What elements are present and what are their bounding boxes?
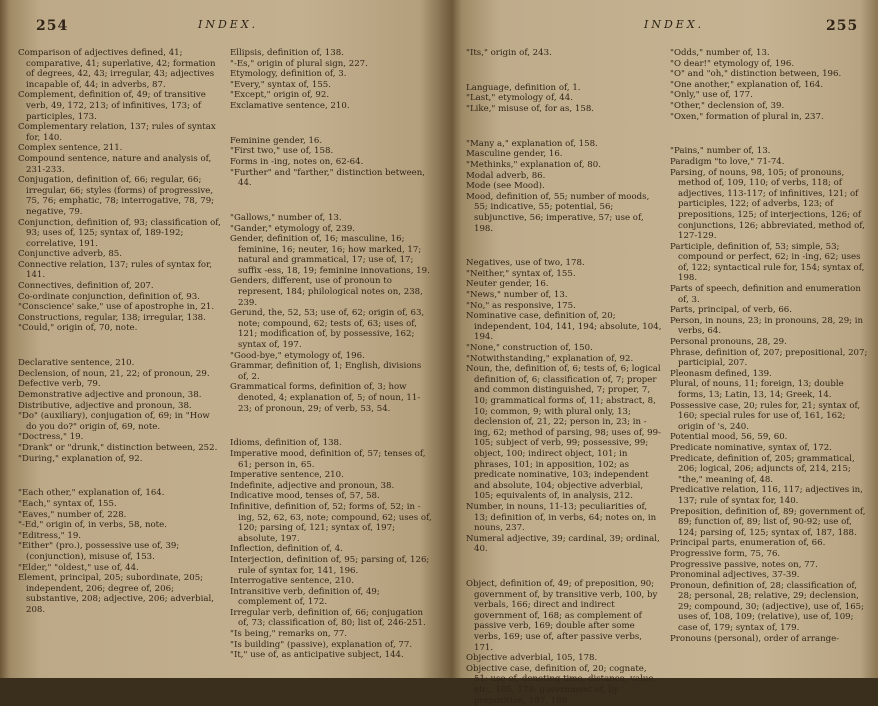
index-entry: Idioms, definition of, 138. (230, 438, 342, 449)
index-entry: "Last," etymology of, 44. (466, 93, 573, 104)
index-entry: Forms in -ing, notes on, 62-64. (230, 156, 364, 167)
index-entry: Gender, definition of, 16; masculine, 16; feminine, 16; neuter, 16; how marked, 17; natural and grammatical, 17; use of, 17; suffix -ess, 18, 19; feminine innovations, 19. (230, 234, 430, 276)
index-entry: Preposition, definition of, 89; government of, 89; function of, 89; list of, 90-92; use of, 124; parsing of, 125; syntax of, 187, 188. (670, 506, 866, 538)
section-gap (18, 473, 222, 480)
index-entry: "Other," declension of, 39. (670, 100, 785, 111)
index-entry: "None," construction of, 150. (466, 343, 593, 354)
index-entry: Object, definition of, 49; of preposition, 90; government of, by transitive verb, 100, by verbals, 166; direct and indirect government of, 168; as complement of passive verb, 169; double after some verbs, 169; use of, after passive verbs, 171. (466, 579, 658, 653)
index-entry: Modal adverb, 86. (466, 170, 546, 181)
index-entry: Person, in nouns, 23; in pronouns, 28, 29; in verbs, 64. (670, 315, 864, 337)
index-entry: "Odds," number of, 13. (670, 48, 770, 58)
index-entry: Demonstrative adjective and pronoun, 38. (18, 390, 202, 400)
section-gap (466, 67, 662, 74)
section-gap (230, 423, 434, 430)
section-gap (230, 197, 434, 204)
index-entry: Feminine gender, 16. (230, 135, 323, 146)
index-entry: "One another," explanation of, 164. (670, 79, 824, 90)
index-entry: "First two," use of, 158. (230, 146, 334, 157)
index-entry: Etymology, definition of, 3. (230, 69, 347, 80)
page-title: INDEX. (644, 18, 705, 31)
index-entry: Comparison of adjectives defined, 41; comparative, 41; superlative, 42; formation of degrees, 42, 43; irregular, 43; adjectives incapable of, 44; in adverbs, 87. (18, 48, 216, 90)
index-entry: Co-ordinate conjunction, definition of, 93. (18, 291, 200, 302)
index-entry: Pronominal adjectives, 37-39. (670, 570, 800, 581)
index-entry: Element, principal, 205; subordinate, 205; independent, 206; degree of, 206; substantive, 208; adjective, 206; adverbial, 208. (18, 573, 214, 615)
index-entry: Progressive passive, notes on, 77. (670, 559, 818, 570)
index-entry: "Could," origin of, 70, note. (18, 323, 138, 334)
index-entry: Conjunction, definition of, 93; classification of, 93; uses of, 125; syntax of, 189-192; correlative, 191. (18, 217, 221, 249)
index-entry: Neuter gender, 16. (466, 279, 549, 290)
index-entry: "Each," syntax of, 155. (18, 498, 117, 509)
index-entry: Intransitive verb, definition of, 49; complement of, 172. (230, 586, 380, 608)
index-entry: Conjugation, definition of, 66; regular, 66; irregular, 66; styles (forms) of progressive, 75, 76; emphatic, 78; interrogative, 78, 79; negative, 79. (18, 175, 215, 217)
section-gap (18, 343, 222, 350)
index-entry: "Except," origin of, 92. (230, 90, 330, 101)
index-entry: Mode (see Mood). (466, 181, 545, 192)
index-entry: "Like," misuse of, for as, 158. (466, 103, 595, 114)
index-entry: Ellipsis, definition of, 138. (230, 48, 344, 58)
index-entry: "-Es," origin of plural sign, 227. (230, 58, 368, 69)
section-gap (230, 120, 434, 127)
right-page (466, 18, 870, 706)
index-entry: Defective verb, 79. (18, 379, 101, 390)
index-entry: Complementary relation, 137; rules of syntax for, 140. (18, 122, 216, 143)
index-entry: "Further" and "farther," distinction between, 44. (230, 167, 426, 189)
index-entry: Interjection, definition of, 95; parsing of, 126; rule of syntax for, 141, 196. (230, 554, 430, 576)
index-entry: Masculine gender, 16. (466, 149, 563, 160)
index-entry: Objective adverbial, 105, 178. (466, 653, 598, 664)
index-entry: "Is building" (passive), explanation of, 77. (230, 639, 413, 650)
index-entry: Pronouns (personal), order of arrange- (670, 633, 840, 644)
index-entry: Declarative sentence, 210. (18, 358, 135, 369)
index-entry: "-Ed," origin of, in verbs, 58, note. (18, 520, 167, 531)
index-entry: Irregular verb, definition of, 66; conjugation of, 73; classification of, 80; list of, 246-251. (230, 607, 426, 629)
index-column-2 (670, 48, 868, 644)
index-entry: "Neither," syntax of, 155. (466, 268, 576, 279)
index-entry: Genders, different, use of pronoun to represent, 184; philological notes on, 238, 239. (230, 276, 423, 308)
page-header (18, 18, 438, 40)
index-entry: Paradigm "to love," 71-74. (670, 156, 785, 167)
index-entry: "Elder," "oldest," use of, 44. (18, 562, 139, 573)
index-entry: Negatives, use of two, 178. (466, 258, 585, 269)
index-column-1 (466, 48, 662, 706)
page-number: 254 (36, 18, 69, 34)
index-entry: Predicate nominative, syntax of, 172. (670, 442, 832, 453)
index-entry: Compound sentence, nature and analysis of, 231-233. (18, 153, 212, 175)
index-entry: Imperative mood, definition of, 57; tenses of, 61; person in, 65. (230, 448, 426, 470)
index-entry: "Do" (auxiliary), conjugation of, 69; in "How do you do?" origin of, 69, note. (18, 411, 210, 432)
index-entry: Declension, of noun, 21, 22; of pronoun, 29. (18, 368, 210, 379)
section-gap (466, 243, 662, 250)
index-entry: Plural, of nouns, 11; foreign, 13; double forms, 13; Latin, 13, 14; Greek, 14. (670, 379, 844, 400)
index-entry: Mood, definition of, 55; number of moods, 55; indicative, 55; potential, 56; subjunctive, 56; imperative, 57; use of, 198. (466, 191, 650, 234)
index-entry: Language, definition of, 1. (466, 82, 581, 93)
index-entry: "Only," use of, 177. (670, 90, 753, 101)
index-entry: Progressive form, 75, 76. (670, 548, 781, 559)
section-gap (466, 564, 662, 571)
index-column-1 (18, 48, 222, 615)
index-entry: Connectives, definition of, 207. (18, 281, 154, 292)
index-entry: "Every," syntax of, 155. (230, 79, 332, 90)
index-entry: "Drank" or "drunk," distinction between, 252. (18, 442, 218, 453)
index-entry: Inflection, definition of, 4. (230, 544, 343, 555)
index-entry: "Doctress," 19. (18, 432, 84, 443)
index-entry: Participle, definition of, 53; simple, 53; compound or perfect, 62; in -ing, 62; uses of, 122; syntactical rule for, 154; syntax of, 198. (670, 241, 865, 284)
index-entry: "Oxen," formation of plural in, 237. (670, 111, 824, 122)
index-entry: Predicate, definition of, 205; grammatical, 206; logical, 206; adjuncts of, 214, 215; "the," meaning of, 48. (670, 453, 855, 485)
page-header (466, 18, 870, 40)
index-entry: Grammar, definition of, 1; English, divisions of, 2. (230, 361, 422, 382)
index-entry: Parts, principal, of verb, 66. (670, 305, 793, 316)
index-entry: "News," number of, 13. (466, 290, 568, 301)
index-entry: Gerund, the, 52, 53; use of, 62; origin of, 63, note; compound, 62; tests of, 63; uses of, 121; modification of, by possessive, 162; syntax of, 197. (230, 308, 425, 351)
index-column-2 (230, 48, 434, 661)
index-entry: "Notwithstanding," explanation of, 92. (466, 353, 634, 364)
index-entry: Interrogative sentence, 210. (230, 576, 354, 587)
index-entry: Possessive case, 20; rules for, 21; syntax of, 160; special rules for use of, 161, 162; origin of 's, 240. (670, 400, 861, 432)
index-entry: "Conscience' sake," use of apostrophe in, 21. (18, 302, 215, 313)
index-entry: "Many a," explanation of, 158. (466, 138, 598, 149)
index-entry: Indicative mood, tenses of, 57, 58. (230, 491, 380, 502)
section-gap (670, 131, 868, 138)
index-entry: "Good-bye," etymology of, 196. (230, 350, 365, 361)
page-number: 255 (826, 18, 859, 34)
index-entry: "Gander," etymology of, 239. (230, 223, 356, 234)
index-entry: "Gallows," number of, 13. (230, 212, 342, 223)
index-entry: Constructions, regular, 138; irregular, 138. (18, 312, 206, 323)
section-gap (466, 123, 662, 130)
index-entry: Predicative relation, 116, 117; adjectives in, 137; rule of syntax for, 140. (670, 485, 863, 506)
index-entry: "O dear!" etymology of, 196. (670, 58, 795, 69)
index-entry: Connective relation, 137; rules of syntax for, 141. (18, 259, 212, 281)
index-entry: Potential mood, 56, 59, 60. (670, 432, 788, 443)
left-page (18, 18, 438, 678)
page-title: INDEX. (198, 18, 259, 31)
index-entry: Parts of speech, definition and enumeration of, 3. (670, 284, 861, 305)
index-entry: Pronoun, definition of, 28; classification of, 28; personal, 28; relative, 29; declension, 29; compound, 30; (adjective), use of, 165; uses of, 108, 109; (relative), use of, 109; case of, 179; syntax of, 179. (670, 580, 865, 634)
index-entry: "Editress," 19. (18, 530, 82, 541)
index-entry: "Either" (pro.), possessive use of, 39; (conjunction), misuse of, 153. (18, 541, 180, 562)
index-entry: Number, in nouns, 11-13; peculiarities of, 13; definition of, in verbs, 64; notes on, in nouns, 237. (466, 501, 657, 534)
index-entry: "Each other," explanation of, 164. (18, 488, 165, 499)
index-entry: "No," as responsive, 175. (466, 300, 576, 311)
index-entry: Principal parts, enumeration of, 66. (670, 538, 826, 549)
index-entry: Pleonasm defined, 139. (670, 368, 772, 379)
index-entry: Objective case, definition of, 20; cognate, 51; use of, denoting time, distance, value, etc., 105, 178; government of, by preposition, 187, 188. (466, 663, 657, 706)
index-entry: Complex sentence, 211. (18, 143, 123, 154)
index-entry: "O" and "oh," distinction between, 196. (670, 69, 842, 80)
index-entry: "Is being," remarks on, 77. (230, 629, 348, 640)
index-entry: "Pains," number of, 13. (670, 146, 771, 157)
index-entry: Indefinite, adjective and pronoun, 38. (230, 480, 395, 491)
index-entry: Exclamative sentence, 210. (230, 100, 350, 111)
index-entry: "During," explanation of, 92. (18, 453, 143, 464)
index-entry: Personal pronouns, 28, 29. (670, 337, 787, 348)
index-entry: Infinitive, definition of, 52; forms of, 52; in -ing, 52, 62, 63, note; compound, 62; uses of, 120; parsing of, 121; syntax of, 197; absolute, 197. (230, 501, 432, 544)
index-entry: "Its," origin of, 243. (466, 48, 552, 58)
index-entry: Noun, the, definition of, 6; tests of, 6; logical definition of, 6; classification of, 7; proper and common distinguished, 7; proper, 7, 10; grammatical forms of, 11; abstract, 8, 10; common, 9; with plural only, 13; declension of, 21, 22; person in, 23; in -ing, 62; method of parsing, 98; uses of, 99-105; subject of verb, 99; possessive, 99; object, 100; indirect object, 101; in phrases, 101; in apposition, 102; as predicate nominative, 103; independent and absolute, 104; objective adverbial, 105; equivalents of, in analysis, 212. (466, 364, 662, 502)
index-entry: "Methinks," explanation of, 80. (466, 159, 601, 170)
index-entry: "It," use of, as anticipative subject, 144. (230, 650, 404, 661)
index-entry: Nominative case, definition of, 20; independent, 104, 141, 194; absolute, 104, 194. (466, 311, 662, 343)
index-entry: Distributive, adjective and pronoun, 38. (18, 400, 192, 411)
index-entry: Parsing, of nouns, 98, 105; of pronouns, method of, 109, 110; of verbs, 118; of adjectives, 113-117; of infinitives, 121; of participles, 122; of adverbs, 123; of prepositions, 125; of interjections, 126; of conjunctions, 126; abbreviated, method of, 127-129. (670, 167, 865, 242)
index-entry: Complement, definition of, 49; of transitive verb, 49, 172, 213; of infinitives, 173; of participles, 173. (18, 90, 206, 122)
index-entry: Conjunctive adverb, 85. (18, 249, 123, 260)
index-entry: Grammatical forms, definition of, 3; how denoted, 4; explanation of, 5; of noun, 11-23; of pronoun, 29; of verb, 53, 54. (230, 382, 421, 414)
index-entry: "Eaves," number of, 228. (18, 509, 127, 520)
index-entry: Imperative sentence, 210. (230, 470, 344, 481)
index-entry: Phrase, definition of, 207; prepositional, 207; participial, 207. (670, 347, 868, 369)
index-entry: Numeral adjective, 39; cardinal, 39; ordinal, 40. (466, 533, 660, 555)
